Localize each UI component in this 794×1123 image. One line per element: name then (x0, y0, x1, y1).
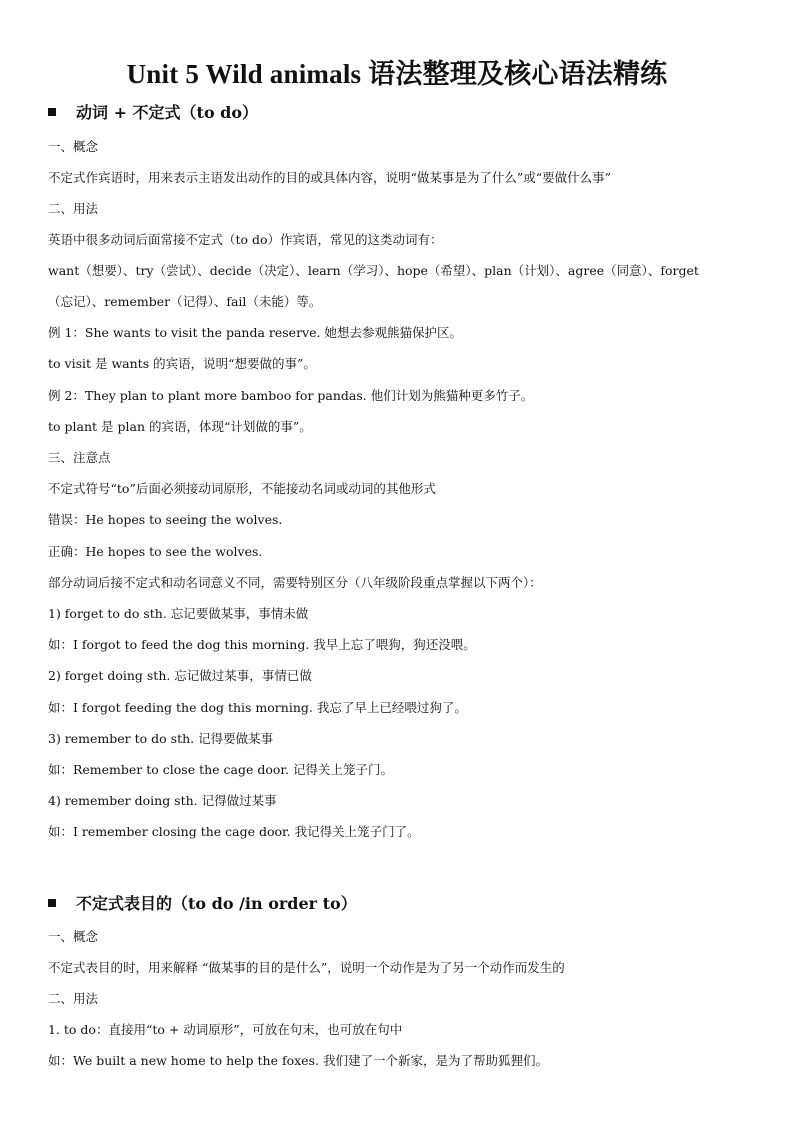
example-line: 如：I remember closing the cage door. 我记得关上笼子门了。 (48, 824, 420, 839)
text-line: 2) forget doing sth. 忘记做过某事，事情已做 (48, 668, 312, 683)
text-line: 二、用法 (48, 991, 99, 1006)
square-bullet-icon (48, 899, 56, 907)
text-line: 部分动词后接不定式和动名词意义不同，需要特别区分（八年级阶段重点掌握以下两个）： (48, 575, 542, 590)
section-heading-text: 不定式表目的（to do /in order to） (76, 894, 357, 913)
example-line: 例 2：They plan to plant more bamboo for pandas. 他们计划为熊猫种更多竹子。 (48, 388, 534, 403)
text-line: 不定式表目的时，用来解释 “做某事的目的是什么”，说明一个动作是为了另一个动作而发生的 (48, 960, 565, 975)
text-line: 1. to do：直接用“to + 动词原形”，可放在句末，也可放在句中 (48, 1022, 403, 1037)
example-line: 错误：He hopes to seeing the wolves. (48, 512, 283, 527)
text-line: to plant 是 plan 的宾语，体现“计划做的事”。 (48, 419, 312, 434)
text-line: 一、概念 (48, 929, 99, 944)
example-line: 正确：He hopes to see the wolves. (48, 544, 263, 559)
square-bullet-icon (48, 108, 56, 116)
text-line: to visit 是 wants 的宾语，说明“想要做的事”。 (48, 356, 316, 371)
text-line: 不定式符号“to”后面必须接动词原形，不能接动名词或动词的其他形式 (48, 481, 436, 496)
section-heading-verb-infinitive (48, 100, 258, 123)
example-line: 如：Remember to close the cage door. 记得关上笼子门。 (48, 762, 393, 777)
text-line: 英语中很多动词后面常接不定式（to do）作宾语，常见的这类动词有： (48, 232, 443, 247)
text-line: 三、注意点 (48, 450, 111, 465)
text-line: （忘记）、remember（记得）、fail（未能）等。 (48, 294, 322, 309)
example-line: 如：I forgot feeding the dog this morning. 我忘了早上已经喂过狗了。 (48, 700, 467, 715)
section-heading-text: 动词 + 不定式（to do） (76, 103, 259, 122)
example-line: 例 1：She wants to visit the panda reserve. 她想去参观熊猫保护区。 (48, 325, 462, 340)
section-heading-infinitive-purpose (48, 891, 357, 914)
text-line: 4) remember doing sth. 记得做过某事 (48, 793, 277, 808)
text-line: 1) forget to do sth. 忘记要做某事，事情未做 (48, 606, 309, 621)
document-title: Unit 5 Wild animals 语法整理及核心语法精练 (126, 59, 668, 89)
example-line: 如：We built a new home to help the foxes. 我们建了一个新家，是为了帮助狐狸们。 (48, 1053, 548, 1068)
text-line: 二、用法 (48, 201, 99, 216)
text-line: want（想要）、try（尝试）、decide（决定）、learn（学习）、hope（希望）、plan（计划）、agree（同意）、forget (48, 263, 699, 278)
text-line: 一、概念 (48, 139, 99, 154)
text-line: 3) remember to do sth. 记得要做某事 (48, 731, 274, 746)
example-line: 如：I forgot to feed the dog this morning. 我早上忘了喂狗，狗还没喂。 (48, 637, 476, 652)
text-line: 不定式作宾语时，用来表示主语发出动作的目的或具体内容，说明“做某事是为了什么”或“要做什么事” (48, 170, 612, 185)
